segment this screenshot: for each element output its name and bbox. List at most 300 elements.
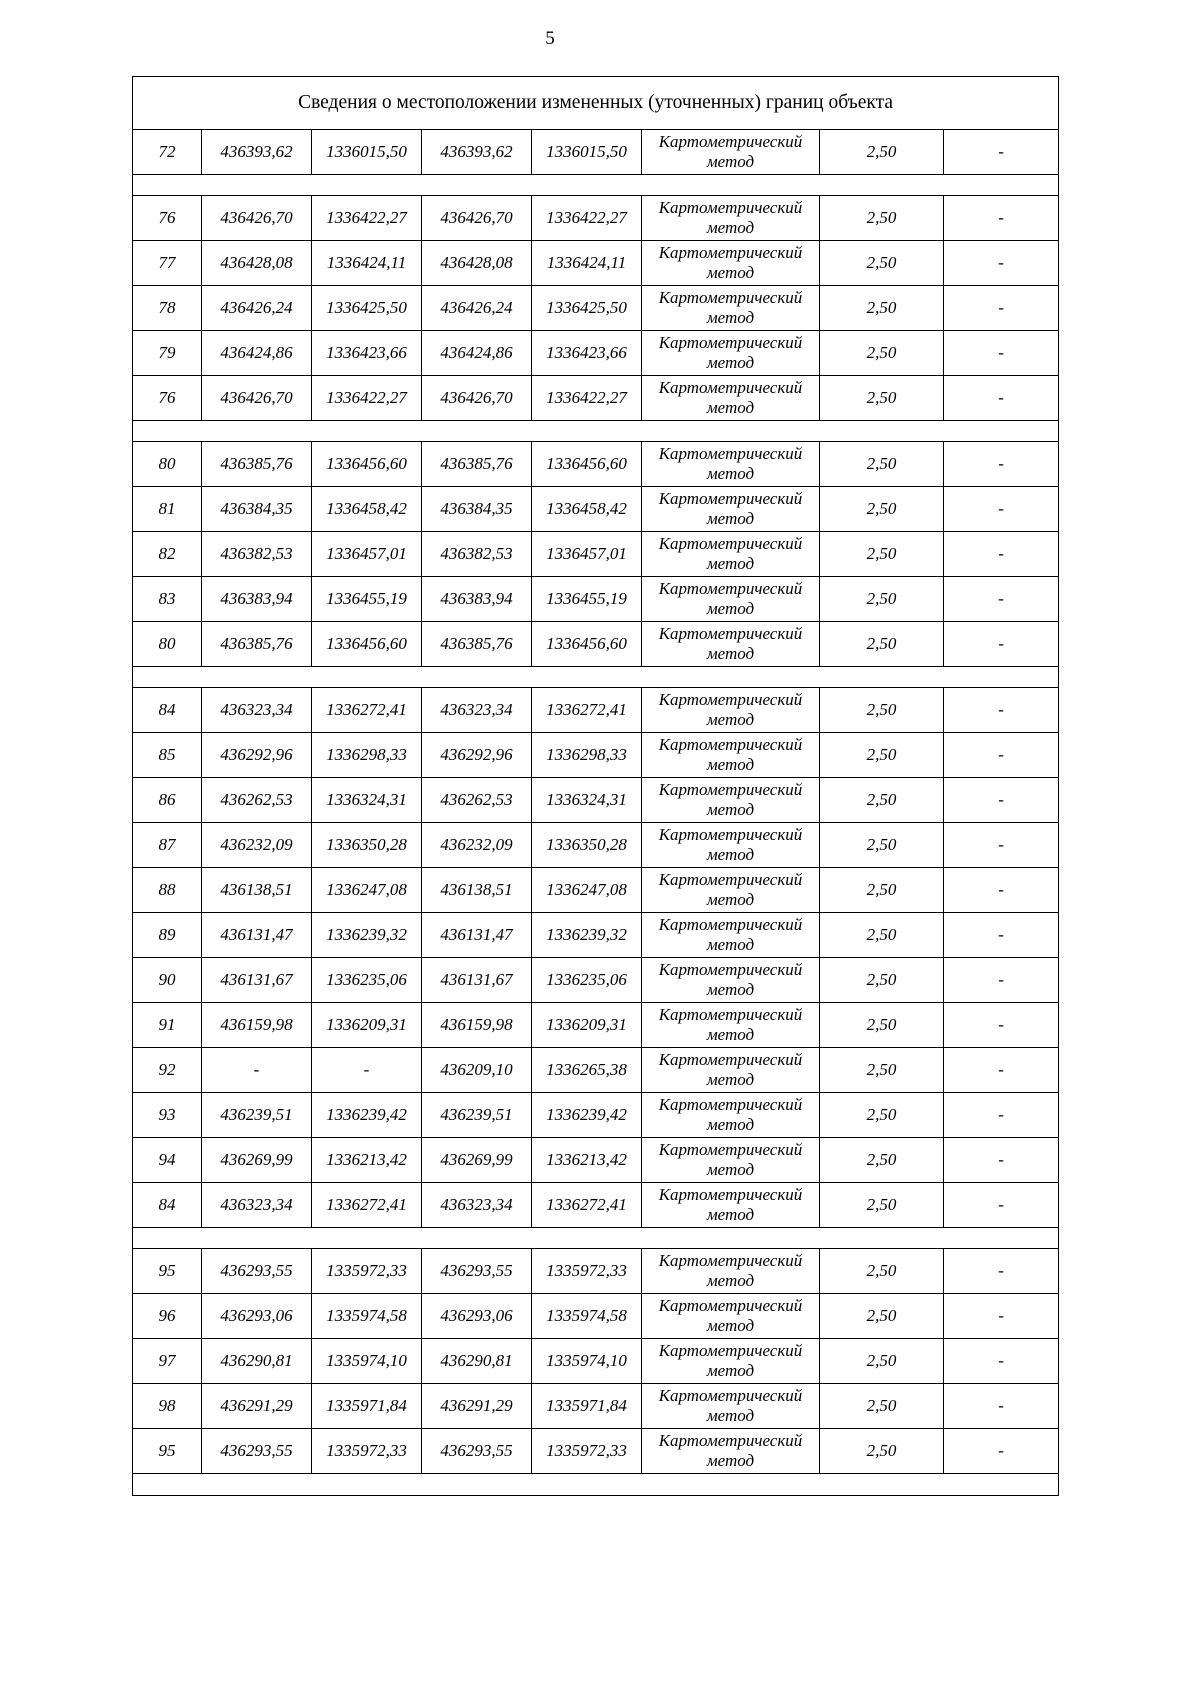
new-y-cell: 1335974,58 [532, 1294, 642, 1339]
method-line-2: метод [706, 509, 755, 528]
method-line-2: метод [706, 353, 755, 372]
method-cell [642, 1183, 820, 1228]
method-cell [642, 688, 820, 733]
accuracy-cell: 2,50 [820, 442, 944, 487]
notes-cell: - [944, 868, 1059, 913]
new-x-cell: 436159,98 [422, 1003, 532, 1048]
accuracy-cell: 2,50 [820, 823, 944, 868]
existing-y-cell: 1336213,42 [312, 1138, 422, 1183]
point-number-cell: 91 [133, 1003, 202, 1048]
method-line-2: метод [706, 599, 755, 618]
method-line-1: Картометрический [658, 489, 803, 508]
method-line-1: Картометрический [658, 1386, 803, 1405]
method-cell [642, 532, 820, 577]
new-y-cell: 1336457,01 [532, 532, 642, 577]
method-line-2: метод [706, 710, 755, 729]
method-line-1: Картометрический [658, 1140, 803, 1159]
method-line-2: метод [706, 1160, 755, 1179]
method-cell [642, 286, 820, 331]
table-row [133, 778, 1059, 823]
new-x-cell: 436293,55 [422, 1249, 532, 1294]
point-number-cell: 77 [133, 241, 202, 286]
point-number-cell: 82 [133, 532, 202, 577]
notes-cell: - [944, 376, 1059, 421]
existing-x-cell: 436269,99 [202, 1138, 312, 1183]
point-number-cell: 76 [133, 376, 202, 421]
accuracy-cell: 2,50 [820, 331, 944, 376]
existing-y-cell: 1336422,27 [312, 196, 422, 241]
boundary-coordinates-table [132, 76, 1059, 1496]
notes-cell: - [944, 1003, 1059, 1048]
table-row [133, 958, 1059, 1003]
existing-x-cell: 436232,09 [202, 823, 312, 868]
method-line-2: метод [706, 890, 755, 909]
existing-y-cell: 1336457,01 [312, 532, 422, 577]
existing-x-cell: 436131,47 [202, 913, 312, 958]
new-x-cell: 436385,76 [422, 622, 532, 667]
point-number-cell: 95 [133, 1249, 202, 1294]
method-cell [642, 1003, 820, 1048]
method-line-1: Картометрический [658, 735, 803, 754]
new-y-cell: 1336235,06 [532, 958, 642, 1003]
point-number-cell: 96 [133, 1294, 202, 1339]
existing-y-cell: 1336247,08 [312, 868, 422, 913]
existing-y-cell: 1335974,10 [312, 1339, 422, 1384]
table-row [133, 130, 1059, 175]
new-x-cell: 436426,70 [422, 376, 532, 421]
table-row [133, 286, 1059, 331]
notes-cell: - [944, 532, 1059, 577]
method-cell [642, 241, 820, 286]
new-x-cell: 436291,29 [422, 1384, 532, 1429]
new-y-cell: 1336247,08 [532, 868, 642, 913]
accuracy-cell: 2,50 [820, 286, 944, 331]
new-y-cell: 1336458,42 [532, 487, 642, 532]
method-line-2: метод [706, 1271, 755, 1290]
accuracy-cell: 2,50 [820, 1048, 944, 1093]
existing-x-cell: 436385,76 [202, 442, 312, 487]
new-y-cell: 1336272,41 [532, 688, 642, 733]
new-y-cell: 1336455,19 [532, 577, 642, 622]
accuracy-cell: 2,50 [820, 577, 944, 622]
existing-y-cell: 1336424,11 [312, 241, 422, 286]
method-line-1: Картометрический [658, 915, 803, 934]
method-line-2: метод [706, 1025, 755, 1044]
existing-y-cell: 1336456,60 [312, 622, 422, 667]
table-row [133, 196, 1059, 241]
point-number-cell: 94 [133, 1138, 202, 1183]
existing-y-cell: 1336456,60 [312, 442, 422, 487]
notes-cell: - [944, 823, 1059, 868]
existing-x-cell: 436426,70 [202, 376, 312, 421]
table-row [133, 913, 1059, 958]
method-line-1: Картометрический [658, 288, 803, 307]
method-line-2: метод [706, 845, 755, 864]
accuracy-cell: 2,50 [820, 868, 944, 913]
method-cell [642, 196, 820, 241]
method-cell [642, 778, 820, 823]
notes-cell: - [944, 1249, 1059, 1294]
separator-cell [133, 1474, 1059, 1496]
existing-x-cell: 436293,06 [202, 1294, 312, 1339]
point-number-cell: 93 [133, 1093, 202, 1138]
existing-y-cell: 1335972,33 [312, 1249, 422, 1294]
point-number-cell: 72 [133, 130, 202, 175]
accuracy-cell: 2,50 [820, 1093, 944, 1138]
table-row [133, 1429, 1059, 1474]
existing-x-cell: 436323,34 [202, 688, 312, 733]
existing-x-cell: 436323,34 [202, 1183, 312, 1228]
existing-x-cell: 436293,55 [202, 1429, 312, 1474]
method-line-1: Картометрический [658, 690, 803, 709]
new-x-cell: 436424,86 [422, 331, 532, 376]
method-line-2: метод [706, 980, 755, 999]
table-row [133, 868, 1059, 913]
notes-cell: - [944, 442, 1059, 487]
table-row [133, 1249, 1059, 1294]
method-line-1: Картометрический [658, 1431, 803, 1450]
existing-x-cell: 436291,29 [202, 1384, 312, 1429]
new-x-cell: 436131,67 [422, 958, 532, 1003]
accuracy-cell: 2,50 [820, 1294, 944, 1339]
accuracy-cell: 2,50 [820, 958, 944, 1003]
method-line-2: метод [706, 218, 755, 237]
method-cell [642, 913, 820, 958]
separator-cell [133, 175, 1059, 196]
existing-y-cell: 1336324,31 [312, 778, 422, 823]
accuracy-cell: 2,50 [820, 196, 944, 241]
notes-cell: - [944, 241, 1059, 286]
notes-cell: - [944, 733, 1059, 778]
method-line-2: метод [706, 1070, 755, 1089]
new-y-cell: 1336424,11 [532, 241, 642, 286]
point-number-cell: 87 [133, 823, 202, 868]
method-cell [642, 1339, 820, 1384]
new-y-cell: 1336456,60 [532, 442, 642, 487]
existing-y-cell: 1335971,84 [312, 1384, 422, 1429]
new-x-cell: 436138,51 [422, 868, 532, 913]
new-x-cell: 436385,76 [422, 442, 532, 487]
contour-separator-row [133, 421, 1059, 442]
notes-cell: - [944, 130, 1059, 175]
existing-y-cell: 1336455,19 [312, 577, 422, 622]
accuracy-cell: 2,50 [820, 1384, 944, 1429]
new-y-cell: 1336265,38 [532, 1048, 642, 1093]
existing-x-cell: 436383,94 [202, 577, 312, 622]
table-row [133, 622, 1059, 667]
method-line-2: метод [706, 464, 755, 483]
new-x-cell: 436293,55 [422, 1429, 532, 1474]
contour-separator-row [133, 175, 1059, 196]
existing-y-cell: 1336422,27 [312, 376, 422, 421]
existing-x-cell: 436262,53 [202, 778, 312, 823]
method-line-2: метод [706, 263, 755, 282]
accuracy-cell: 2,50 [820, 532, 944, 577]
page-number: 5 [545, 28, 555, 49]
existing-x-cell: 436290,81 [202, 1339, 312, 1384]
method-line-1: Картометрический [658, 243, 803, 262]
table-row [133, 1294, 1059, 1339]
new-y-cell: 1336425,50 [532, 286, 642, 331]
accuracy-cell: 2,50 [820, 778, 944, 823]
table-title-row [133, 77, 1059, 130]
table-row [133, 577, 1059, 622]
method-cell [642, 577, 820, 622]
method-line-1: Картометрический [658, 579, 803, 598]
table-row [133, 823, 1059, 868]
new-x-cell: 436426,70 [422, 196, 532, 241]
method-cell [642, 958, 820, 1003]
notes-cell: - [944, 1093, 1059, 1138]
existing-x-cell: 436293,55 [202, 1249, 312, 1294]
new-x-cell: 436209,10 [422, 1048, 532, 1093]
table-row [133, 331, 1059, 376]
separator-cell [133, 421, 1059, 442]
method-line-1: Картометрический [658, 1251, 803, 1270]
point-number-cell: 81 [133, 487, 202, 532]
accuracy-cell: 2,50 [820, 688, 944, 733]
table-row [133, 1003, 1059, 1048]
method-cell [642, 1294, 820, 1339]
method-cell [642, 376, 820, 421]
method-line-2: метод [706, 1205, 755, 1224]
new-x-cell: 436323,34 [422, 1183, 532, 1228]
method-cell [642, 622, 820, 667]
existing-y-cell: 1336423,66 [312, 331, 422, 376]
separator-cell [133, 1228, 1059, 1249]
method-line-2: метод [706, 644, 755, 663]
new-y-cell: 1336422,27 [532, 196, 642, 241]
existing-y-cell: 1336298,33 [312, 733, 422, 778]
new-y-cell: 1335974,10 [532, 1339, 642, 1384]
table-row [133, 532, 1059, 577]
new-x-cell: 436293,06 [422, 1294, 532, 1339]
method-cell [642, 1048, 820, 1093]
method-line-2: метод [706, 935, 755, 954]
method-line-1: Картометрический [658, 624, 803, 643]
separator-cell [133, 667, 1059, 688]
existing-y-cell: 1336425,50 [312, 286, 422, 331]
new-y-cell: 1336213,42 [532, 1138, 642, 1183]
new-y-cell: 1335972,33 [532, 1429, 642, 1474]
method-line-2: метод [706, 554, 755, 573]
method-line-1: Картометрический [658, 1341, 803, 1360]
notes-cell: - [944, 1183, 1059, 1228]
notes-cell: - [944, 622, 1059, 667]
table-row [133, 688, 1059, 733]
table-row [133, 1138, 1059, 1183]
new-y-cell: 1336298,33 [532, 733, 642, 778]
new-y-cell: 1336350,28 [532, 823, 642, 868]
existing-x-cell: 436138,51 [202, 868, 312, 913]
existing-x-cell: 436385,76 [202, 622, 312, 667]
method-line-1: Картометрический [658, 444, 803, 463]
method-line-2: метод [706, 152, 755, 171]
notes-cell: - [944, 958, 1059, 1003]
point-number-cell: 84 [133, 688, 202, 733]
accuracy-cell: 2,50 [820, 1138, 944, 1183]
point-number-cell: 90 [133, 958, 202, 1003]
method-cell [642, 733, 820, 778]
method-line-2: метод [706, 1115, 755, 1134]
new-x-cell: 436383,94 [422, 577, 532, 622]
point-number-cell: 79 [133, 331, 202, 376]
notes-cell: - [944, 331, 1059, 376]
new-x-cell: 436323,34 [422, 688, 532, 733]
method-line-2: метод [706, 308, 755, 327]
notes-cell: - [944, 778, 1059, 823]
new-x-cell: 436292,96 [422, 733, 532, 778]
existing-x-cell: 436131,67 [202, 958, 312, 1003]
existing-y-cell: 1336350,28 [312, 823, 422, 868]
table-title: Сведения о местоположении измененных (уточненных) границ объекта [133, 77, 1059, 130]
point-number-cell: 83 [133, 577, 202, 622]
existing-x-cell: 436239,51 [202, 1093, 312, 1138]
accuracy-cell: 2,50 [820, 733, 944, 778]
notes-cell: - [944, 1339, 1059, 1384]
point-number-cell: 98 [133, 1384, 202, 1429]
existing-x-cell: 436426,70 [202, 196, 312, 241]
method-line-2: метод [706, 1316, 755, 1335]
method-cell [642, 442, 820, 487]
notes-cell: - [944, 1138, 1059, 1183]
method-cell [642, 487, 820, 532]
method-line-2: метод [706, 755, 755, 774]
table-row [133, 1048, 1059, 1093]
table-row [133, 376, 1059, 421]
new-y-cell: 1336209,31 [532, 1003, 642, 1048]
accuracy-cell: 2,50 [820, 1429, 944, 1474]
method-cell [642, 1093, 820, 1138]
accuracy-cell: 2,50 [820, 622, 944, 667]
method-line-1: Картометрический [658, 132, 803, 151]
table-row [133, 442, 1059, 487]
point-number-cell: 86 [133, 778, 202, 823]
new-y-cell: 1336239,32 [532, 913, 642, 958]
method-line-1: Картометрический [658, 1005, 803, 1024]
method-cell [642, 1384, 820, 1429]
new-x-cell: 436269,99 [422, 1138, 532, 1183]
method-line-1: Картометрический [658, 333, 803, 352]
method-line-1: Картометрический [658, 825, 803, 844]
existing-y-cell: 1336239,32 [312, 913, 422, 958]
existing-y-cell: 1336272,41 [312, 688, 422, 733]
point-number-cell: 78 [133, 286, 202, 331]
contour-separator-row [133, 1228, 1059, 1249]
accuracy-cell: 2,50 [820, 130, 944, 175]
method-line-1: Картометрический [658, 378, 803, 397]
existing-y-cell: 1336015,50 [312, 130, 422, 175]
new-y-cell: 1336422,27 [532, 376, 642, 421]
existing-x-cell: 436426,24 [202, 286, 312, 331]
new-x-cell: 436290,81 [422, 1339, 532, 1384]
method-line-1: Картометрический [658, 198, 803, 217]
table-row [133, 241, 1059, 286]
method-cell [642, 331, 820, 376]
table-row [133, 1093, 1059, 1138]
new-y-cell: 1336015,50 [532, 130, 642, 175]
existing-x-cell: 436424,86 [202, 331, 312, 376]
accuracy-cell: 2,50 [820, 241, 944, 286]
existing-x-cell: 436393,62 [202, 130, 312, 175]
existing-x-cell: 436159,98 [202, 1003, 312, 1048]
new-x-cell: 436232,09 [422, 823, 532, 868]
method-line-1: Картометрический [658, 1185, 803, 1204]
method-line-1: Картометрический [658, 780, 803, 799]
new-x-cell: 436428,08 [422, 241, 532, 286]
method-line-1: Картометрический [658, 1296, 803, 1315]
existing-x-cell: - [202, 1048, 312, 1093]
method-line-1: Картометрический [658, 1095, 803, 1114]
point-number-cell: 88 [133, 868, 202, 913]
table-row [133, 1183, 1059, 1228]
accuracy-cell: 2,50 [820, 487, 944, 532]
method-cell [642, 130, 820, 175]
notes-cell: - [944, 688, 1059, 733]
point-number-cell: 89 [133, 913, 202, 958]
method-line-2: метод [706, 398, 755, 417]
accuracy-cell: 2,50 [820, 1249, 944, 1294]
point-number-cell: 80 [133, 622, 202, 667]
accuracy-cell: 2,50 [820, 1003, 944, 1048]
contour-separator-row [133, 667, 1059, 688]
point-number-cell: 95 [133, 1429, 202, 1474]
table-row [133, 1339, 1059, 1384]
existing-y-cell: 1336272,41 [312, 1183, 422, 1228]
method-line-1: Картометрический [658, 534, 803, 553]
new-y-cell: 1336324,31 [532, 778, 642, 823]
new-y-cell: 1336272,41 [532, 1183, 642, 1228]
existing-x-cell: 436382,53 [202, 532, 312, 577]
point-number-cell: 92 [133, 1048, 202, 1093]
existing-y-cell: 1336209,31 [312, 1003, 422, 1048]
new-x-cell: 436262,53 [422, 778, 532, 823]
notes-cell: - [944, 487, 1059, 532]
existing-y-cell: 1336235,06 [312, 958, 422, 1003]
method-cell [642, 1138, 820, 1183]
existing-y-cell: 1336458,42 [312, 487, 422, 532]
new-y-cell: 1335972,33 [532, 1249, 642, 1294]
new-x-cell: 436239,51 [422, 1093, 532, 1138]
point-number-cell: 80 [133, 442, 202, 487]
method-line-1: Картометрический [658, 870, 803, 889]
notes-cell: - [944, 1294, 1059, 1339]
method-line-2: метод [706, 1406, 755, 1425]
point-number-cell: 97 [133, 1339, 202, 1384]
contour-separator-row [133, 1474, 1059, 1496]
method-cell [642, 1429, 820, 1474]
existing-y-cell: - [312, 1048, 422, 1093]
existing-x-cell: 436384,35 [202, 487, 312, 532]
notes-cell: - [944, 286, 1059, 331]
notes-cell: - [944, 1429, 1059, 1474]
method-line-2: метод [706, 1361, 755, 1380]
method-cell [642, 823, 820, 868]
new-y-cell: 1336239,42 [532, 1093, 642, 1138]
new-x-cell: 436131,47 [422, 913, 532, 958]
existing-y-cell: 1336239,42 [312, 1093, 422, 1138]
table-row [133, 487, 1059, 532]
point-number-cell: 76 [133, 196, 202, 241]
new-y-cell: 1336423,66 [532, 331, 642, 376]
point-number-cell: 85 [133, 733, 202, 778]
accuracy-cell: 2,50 [820, 376, 944, 421]
new-x-cell: 436382,53 [422, 532, 532, 577]
notes-cell: - [944, 577, 1059, 622]
point-number-cell: 84 [133, 1183, 202, 1228]
accuracy-cell: 2,50 [820, 1339, 944, 1384]
table-row [133, 1384, 1059, 1429]
